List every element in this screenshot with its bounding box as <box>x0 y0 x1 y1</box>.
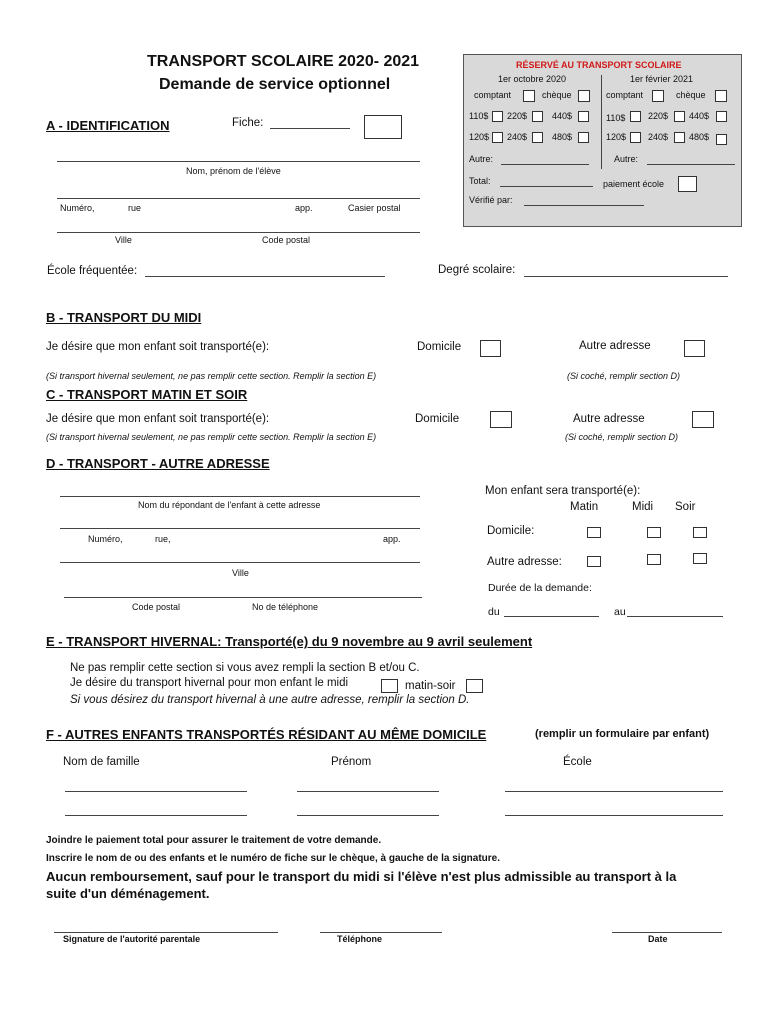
cheque-checkbox-1[interactable] <box>578 90 590 102</box>
section-d-heading: D - TRANSPORT - AUTRE ADRESSE <box>46 456 270 471</box>
reserved-box <box>463 54 742 227</box>
section-c-note-left: (Si transport hivernal seulement, ne pas remplir cette section. Remplir la section E) <box>46 432 377 442</box>
reserved-date-1: 1er octobre 2020 <box>498 74 567 84</box>
d-numero-label: Numéro, <box>88 534 123 544</box>
au-field[interactable] <box>627 616 723 617</box>
price-240-checkbox-1[interactable] <box>532 132 543 143</box>
price-220-label-2: 220$ <box>648 111 669 121</box>
prenom-field-1[interactable] <box>297 791 439 792</box>
nom-famille-field-2[interactable] <box>65 815 247 816</box>
date-field[interactable] <box>612 932 722 933</box>
price-480-checkbox-1[interactable] <box>578 132 589 143</box>
section-b-desire: Je désire que mon enfant soit transporté(e): <box>46 341 270 353</box>
section-b-domicile-checkbox[interactable] <box>480 340 501 357</box>
price-440-checkbox-1[interactable] <box>578 111 589 122</box>
footer-aucun-line2: suite d'un déménagement. <box>46 886 210 901</box>
repondant-label: Nom du répondant de l'enfant à cette adresse <box>138 500 321 510</box>
price-480-label-2: 480$ <box>689 132 710 142</box>
comptant-label-1: comptant <box>474 90 512 100</box>
ville-label: Ville <box>115 235 132 245</box>
midi-label: Midi <box>632 501 654 513</box>
price-440-checkbox-2[interactable] <box>716 111 727 122</box>
price-120-checkbox-2[interactable] <box>630 132 641 143</box>
verifie-label: Vérifié par: <box>469 195 513 205</box>
form-subtitle: Demande de service optionnel <box>159 76 391 93</box>
total-label: Total: <box>469 176 491 186</box>
price-220-checkbox-2[interactable] <box>674 111 685 122</box>
price-110-label-2: 110$ <box>606 113 626 123</box>
hivernal-matin-soir-checkbox[interactable] <box>466 679 483 693</box>
ecole-field[interactable] <box>145 276 385 277</box>
section-c-autre-label: Autre adresse <box>573 413 645 425</box>
numero-label: Numéro, <box>60 203 95 213</box>
verifie-field[interactable] <box>524 205 644 206</box>
prenom-label: Prénom <box>331 756 372 768</box>
footer-aucun-line1: Aucun remboursement, sauf pour le transport du midi si l'élève n'est plus admissible au transport à la <box>46 869 677 884</box>
section-b-autre-label: Autre adresse <box>579 340 651 352</box>
form-title: TRANSPORT SCOLAIRE 2020- 2021 <box>147 53 420 70</box>
section-e-line3: Si vous désirez du transport hivernal à une autre adresse, remplir la section D. <box>70 694 470 706</box>
prenom-field-2[interactable] <box>297 815 439 816</box>
price-240-label-2: 240$ <box>648 132 669 142</box>
app-label: app. <box>295 203 313 213</box>
matin-label: Matin <box>570 501 599 513</box>
signature-label: Signature de l'autorité parentale <box>63 934 201 944</box>
cheque-label-2: chèque <box>676 90 706 100</box>
casier-label: Casier postal <box>348 203 401 213</box>
d-domicile-soir-checkbox[interactable] <box>693 527 707 538</box>
autre-field-1[interactable] <box>501 164 589 165</box>
ecole-field-1[interactable] <box>505 791 723 792</box>
nom-label: Nom, prénom de l'élève <box>186 166 281 176</box>
d-adresse-field[interactable] <box>60 528 420 529</box>
fiche-field[interactable] <box>270 128 350 129</box>
price-110-label-1: 110$ <box>469 111 489 121</box>
reserved-date-2: 1er février 2021 <box>630 74 694 84</box>
date-label: Date <box>648 934 668 944</box>
code-postal-label: Code postal <box>262 235 311 245</box>
section-b-note-left: (Si transport hivernal seulement, ne pas remplir cette section. Remplir la section E) <box>46 371 377 381</box>
autre-label-1: Autre: <box>469 154 494 164</box>
ecole-label: École fréquentée: <box>47 265 138 277</box>
section-f-heading: F - AUTRES ENFANTS TRANSPORTÉS RÉSIDANT AU MÊME DOMICILE <box>46 727 487 742</box>
d-code-tel-field[interactable] <box>64 597 422 598</box>
section-e-heading: E - TRANSPORT HIVERNAL: Transporté(e) du 9 novembre au 9 avril seulement <box>46 634 533 649</box>
degre-field[interactable] <box>524 276 728 277</box>
au-label: au <box>614 606 626 618</box>
fiche-box[interactable] <box>364 115 402 139</box>
section-c-autre-checkbox[interactable] <box>692 411 714 428</box>
adresse-field[interactable] <box>57 198 420 199</box>
cheque-label-1: chèque <box>542 90 572 100</box>
signature-field[interactable] <box>54 932 278 933</box>
price-480-checkbox-2[interactable] <box>716 134 727 145</box>
comptant-checkbox-1[interactable] <box>523 90 535 102</box>
telephone-label: Téléphone <box>337 934 383 944</box>
soir-label: Soir <box>675 501 696 513</box>
duree-label: Durée de la demande: <box>488 582 592 594</box>
d-telephone-label: No de téléphone <box>252 602 319 612</box>
d-app-label: app. <box>383 534 401 544</box>
price-120-label-1: 120$ <box>469 132 490 142</box>
fiche-label: Fiche: <box>232 117 264 129</box>
repondant-field[interactable] <box>60 496 420 497</box>
matin-soir-label: matin-soir <box>405 680 456 692</box>
d-domicile-label: Domicile: <box>487 525 535 537</box>
price-220-checkbox-1[interactable] <box>532 111 543 122</box>
nom-famille-field-1[interactable] <box>65 791 247 792</box>
section-b-domicile-label: Domicile <box>417 341 462 353</box>
reserved-divider <box>601 75 602 169</box>
paiement-ecole-checkbox[interactable] <box>678 176 697 192</box>
paiement-ecole-label: paiement école <box>603 179 665 189</box>
footer-inscrire: Inscrire le nom de ou des enfants et le numéro de fiche sur le chèque, à gauche de la signature. <box>46 853 501 864</box>
d-domicile-midi-checkbox[interactable] <box>647 527 661 538</box>
reserved-title: RÉSERVÉ AU TRANSPORT SCOLAIRE <box>516 60 682 70</box>
d-autre-midi-checkbox[interactable] <box>647 554 661 565</box>
comptant-label-2: comptant <box>606 90 644 100</box>
autre-field-2[interactable] <box>647 164 735 165</box>
price-110-checkbox-1[interactable] <box>492 111 503 122</box>
sera-transporte-label: Mon enfant sera transporté(e): <box>485 485 641 497</box>
comptant-checkbox-2[interactable] <box>652 90 664 102</box>
hivernal-midi-checkbox[interactable] <box>381 679 398 693</box>
footer-joindre: Joindre le paiement total pour assurer le traitement de votre demande. <box>46 835 382 846</box>
section-f-note: (remplir un formulaire par enfant) <box>535 728 710 740</box>
section-e-line2: Je désire du transport hivernal pour mon enfant le midi <box>70 677 349 689</box>
price-440-label-2: 440$ <box>689 111 710 121</box>
total-field[interactable] <box>500 186 593 187</box>
price-240-label-1: 240$ <box>507 132 528 142</box>
ville-field[interactable] <box>57 232 420 233</box>
d-domicile-matin-checkbox[interactable] <box>587 527 601 538</box>
d-ville-label: Ville <box>232 568 249 578</box>
d-autre-adresse-label: Autre adresse: <box>487 556 562 568</box>
section-e-line1: Ne pas remplir cette section si vous avez rempli la section B et/ou C. <box>70 662 420 674</box>
section-c-desire: Je désire que mon enfant soit transporté(e): <box>46 413 270 425</box>
du-label: du <box>488 606 500 618</box>
price-220-label-1: 220$ <box>507 111 528 121</box>
price-120-label-2: 120$ <box>606 132 627 142</box>
section-c-domicile-checkbox[interactable] <box>490 411 512 428</box>
autre-label-2: Autre: <box>614 154 639 164</box>
section-c-heading: C - TRANSPORT MATIN ET SOIR <box>46 387 248 402</box>
section-b-autre-checkbox[interactable] <box>684 340 705 357</box>
section-a-heading: A - IDENTIFICATION <box>46 118 170 133</box>
section-b-heading: B - TRANSPORT DU MIDI <box>46 310 202 325</box>
nom-famille-label: Nom de famille <box>63 756 140 768</box>
section-b-note-right: (Si coché, remplir section D) <box>567 371 681 381</box>
ecole-f-label: École <box>563 756 592 768</box>
price-440-label-1: 440$ <box>552 111 573 121</box>
price-120-checkbox-1[interactable] <box>492 132 503 143</box>
price-480-label-1: 480$ <box>552 132 573 142</box>
d-rue-label: rue, <box>155 534 171 544</box>
telephone-field[interactable] <box>320 932 442 933</box>
d-ville-field[interactable] <box>60 562 420 563</box>
section-c-note-right: (Si coché, remplir section D) <box>565 432 679 442</box>
du-field[interactable] <box>504 616 599 617</box>
ecole-field-2[interactable] <box>505 815 723 816</box>
d-code-postal-label: Code postal <box>132 602 181 612</box>
rue-label: rue <box>128 203 142 213</box>
degre-label: Degré scolaire: <box>438 264 516 276</box>
section-c-domicile-label: Domicile <box>415 413 460 425</box>
d-autre-soir-checkbox[interactable] <box>693 553 707 564</box>
price-110-checkbox-2[interactable] <box>630 111 641 122</box>
d-autre-matin-checkbox[interactable] <box>587 556 601 567</box>
cheque-checkbox-2[interactable] <box>715 90 727 102</box>
price-240-checkbox-2[interactable] <box>674 132 685 143</box>
nom-field[interactable] <box>57 161 420 162</box>
